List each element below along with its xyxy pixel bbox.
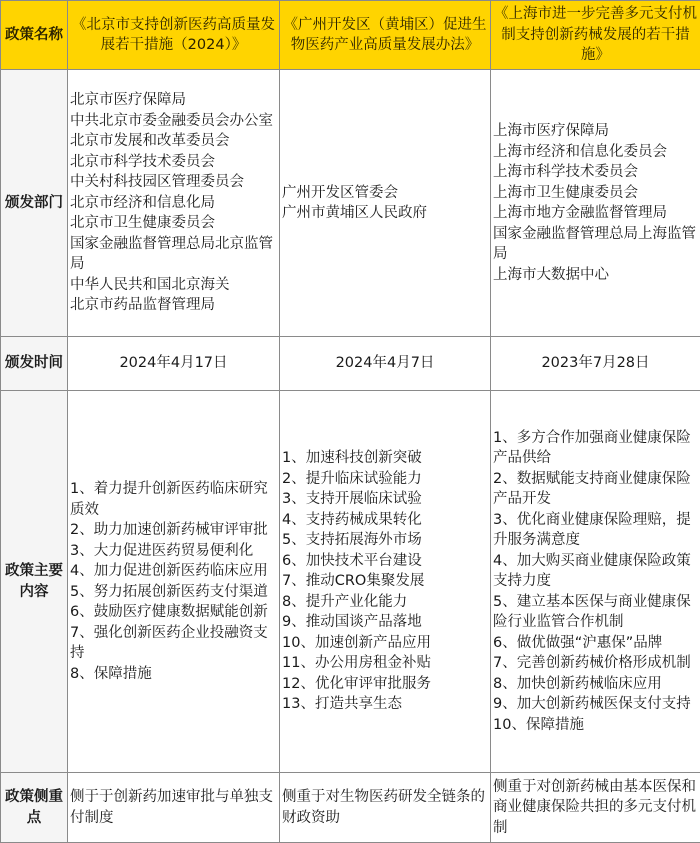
department-item: 中共北京市委金融委员会办公室: [70, 112, 273, 129]
date-row: [1, 337, 700, 391]
content-item: 9、推动国谈产品落地: [282, 614, 422, 631]
row-label-department: 颁发部门: [1, 70, 68, 337]
content-shanghai: [491, 391, 700, 773]
department-item: 北京市经济和信息化局: [70, 194, 215, 211]
department-item: 北京市卫生健康委员会: [70, 215, 215, 232]
departments-guangzhou: [280, 70, 491, 337]
content-item: 8、保障措施: [70, 665, 152, 682]
content-item: 4、加力促进创新医药临床应用: [70, 563, 268, 579]
focus-beijing: 侧于于创新药加速审批与单独支付制度: [68, 773, 280, 843]
content-item: 6、鼓励医疗健康数据赋能创新: [70, 604, 268, 620]
department-item: 中关村科技园区管理委员会: [70, 174, 244, 191]
header-row: [1, 1, 700, 70]
content-item: 13、打造共享生态: [282, 696, 402, 713]
content-item: 1、加速科技创新突破: [282, 450, 422, 467]
content-item: 8、提升产业化能力: [282, 593, 408, 610]
content-item: 5、建立基本医保与商业健康保险行业监管合作机制: [493, 593, 691, 631]
department-item: 上海市科学技术委员会: [493, 164, 638, 180]
content-item: 10、保障措施: [493, 716, 584, 733]
department-item: 上海市医疗保障局: [493, 123, 609, 139]
policy-name-guangzhou: 《广州开发区（黄埔区）促进生物医药产业高质量发展办法》: [280, 1, 491, 70]
content-item: 10、加速创新产品应用: [282, 634, 431, 651]
content-item: 4、支持药械成果转化: [282, 511, 422, 528]
date-guangzhou: 2024年4月7日: [280, 337, 491, 391]
content-item: 5、努力拓展创新医药支付渠道: [70, 583, 268, 600]
focus-guangzhou: 侧重于对生物医药研发全链条的财政资助: [280, 773, 491, 843]
department-row: [1, 70, 700, 337]
department-item: 广州市黄埔区人民政府: [282, 205, 427, 221]
department-item: 上海市卫生健康委员会: [493, 184, 638, 201]
department-item: 北京市药品监督管理局: [70, 297, 215, 314]
row-label-content: 政策主要内容: [1, 391, 68, 773]
content-item: 1、着力提升创新医药临床研究质效: [70, 481, 268, 518]
department-item: 北京市科学技术委员会: [70, 153, 215, 170]
content-item: 6、加快技术平台建设: [282, 552, 422, 569]
content-item: 5、支持拓展海外市场: [282, 532, 422, 549]
content-item: 2、提升临床试验能力: [282, 470, 422, 487]
content-item: 7、推动CRO集聚发展: [282, 573, 425, 590]
content-item: 7、强化创新医药企业投融资支持: [70, 624, 268, 661]
department-item: 国家金融监督管理总局上海监管局: [493, 225, 696, 262]
content-item: 4、加大购买商业健康保险政策支持力度: [493, 552, 691, 590]
policy-name-shanghai: 《上海市进一步完善多元支付机制支持创新药械发展的若干措施》: [491, 1, 700, 70]
content-item: 2、助力加速创新药械审评审批: [70, 522, 268, 538]
department-item: 国家金融监督管理总局北京监管局: [70, 235, 273, 273]
department-item: 北京市医疗保障局: [70, 92, 186, 109]
row-label-date: 颁发时间: [1, 337, 68, 391]
content-guangzhou: [280, 391, 491, 773]
date-beijing: 2024年4月17日: [68, 337, 280, 391]
content-item: 7、完善创新药械价格形成机制: [493, 655, 691, 672]
content-item: 3、大力促进医药贸易便利化: [70, 542, 254, 559]
department-item: 广州开发区管委会: [282, 184, 398, 201]
department-item: 上海市经济和信息化委员会: [493, 143, 667, 160]
department-item: 上海市大数据中心: [493, 266, 609, 283]
content-item: 3、支持开展临床试验: [282, 491, 422, 508]
content-item: 12、优化审评审批服务: [282, 675, 431, 692]
row-label-focus: 政策侧重点: [1, 773, 68, 843]
row-label-policy-name: 政策名称: [1, 1, 68, 70]
department-item: 中华人民共和国北京海关: [70, 276, 230, 293]
policy-name-beijing: 《北京市支持创新医药高质量发展若干措施（2024）》: [68, 1, 280, 70]
content-item: 1、多方合作加强商业健康保险产品供给: [493, 429, 691, 467]
content-item: 3、优化商业健康保险理赔，提升服务满意度: [493, 511, 691, 549]
content-row: [1, 391, 700, 773]
departments-shanghai: [491, 70, 700, 337]
department-item: 北京市发展和改革委员会: [70, 133, 230, 150]
content-item: 8、加快创新药械临床应用: [493, 675, 662, 692]
departments-beijing: [68, 70, 280, 337]
content-item: 6、做优做强“沪惠保”品牌: [493, 634, 663, 651]
content-item: 9、加大创新药械医保支付支持: [493, 696, 691, 713]
date-shanghai: 2023年7月28日: [491, 337, 700, 391]
content-beijing: [68, 391, 280, 773]
department-item: 上海市地方金融监督管理局: [493, 205, 667, 221]
focus-row: [1, 773, 700, 843]
content-item: 11、办公用房租金补贴: [282, 655, 431, 672]
content-item: 2、数据赋能支持商业健康保险产品开发: [493, 470, 691, 508]
focus-shanghai: 侧重于对创新药械由基本医保和商业健康保险共担的多元支付机制: [491, 773, 700, 843]
